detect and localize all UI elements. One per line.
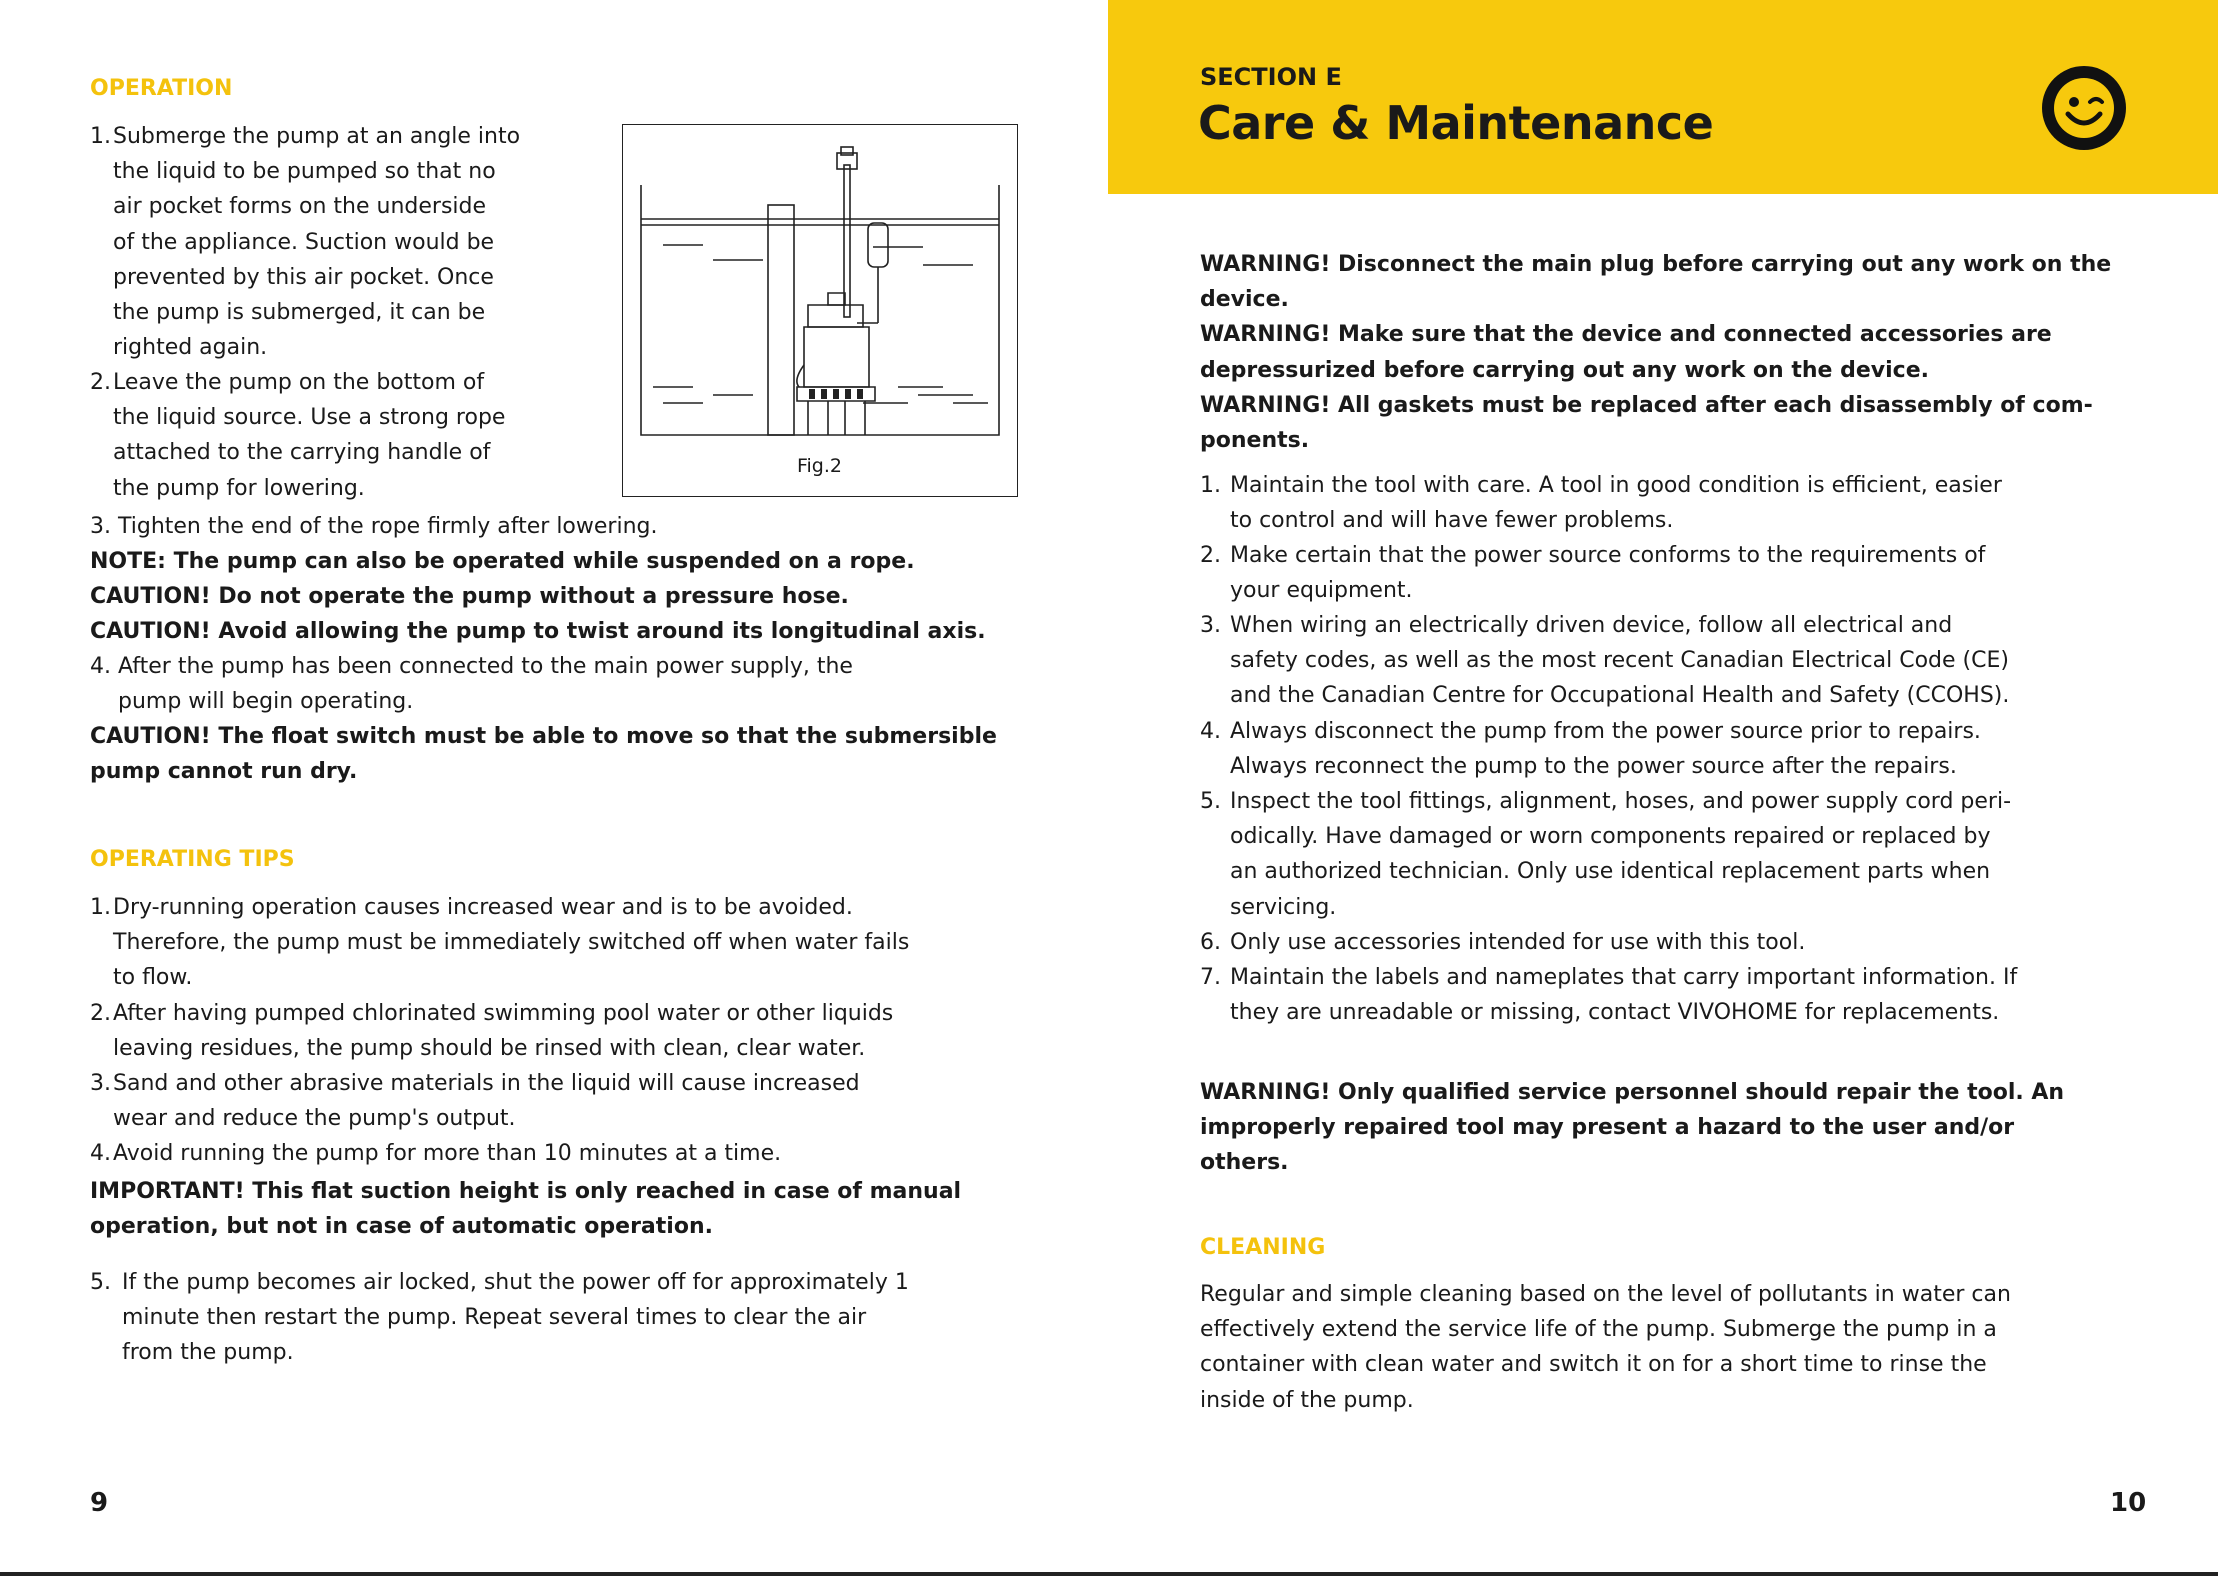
caution-pressure-hose: CAUTION! Do not operate the pump without a pressure hose. [90,584,849,609]
maintenance-item-3: 3. When wiring an electrically driven device, follow all electrical and safety codes, as well as the most recent Canadian Electrical Code (CE) and the Canadian Centre for Occupational Health and Safety (CCOHS). [1200,613,2010,709]
important-suction-height: IMPORTANT! This flat suction height is only reached in case of manual operation, but not in case of automatic operation. [90,1179,962,1240]
smiley-icon [2040,64,2128,152]
operation-item-3: 3. Tighten the end of the rope firmly after lowering. [90,514,658,539]
bottom-border [0,1572,2218,1576]
page-number-right: 10 [2110,1488,2147,1518]
page-number-left: 9 [90,1488,109,1518]
tips-item-2: 2. After having pumped chlorinated swimming pool water or other liquids leaving residues, the pump should be rinsed with clean, clear water. [90,1001,894,1062]
tips-item-5: 5. If the pump becomes air locked, shut the power off for approximately 1 minute then restart the pump. Repeat several times to clear the air from the pump. [90,1270,909,1366]
tips-item-4: 4. Avoid running the pump for more than 10 minutes at a time. [90,1141,782,1166]
tips-item-1: 1. Dry-running operation causes increased wear and is to be avoided. Therefore, the pump must be immediately switched off when water fails to flow. [90,895,910,991]
final-warning: WARNING! Only qualified service personnel should repair the tool. An improperly repaired tool may present a hazard to the user and/or others. [1200,1080,2065,1176]
maintenance-item-2: 2. Make certain that the power source conforms to the requirements of your equipment. [1200,543,1986,604]
caution-twist: CAUTION! Avoid allowing the pump to twist around its longitudinal axis. [90,619,986,644]
operating-tips-heading: OPERATING TIPS [90,847,295,872]
operation-item-1: 1. Submerge the pump at an angle into the liquid to be pumped so that no air pocket forms on the underside of the appliance. Suction would be prevented by this air pocket. Once the pump is submerged, it can be righted again. [90,124,521,361]
cleaning-paragraph: Regular and simple cleaning based on the level of pollutants in water can effectively extend the service life of the pump. Submerge the pump in a container with clean water and switch it on for a short time to rinse the inside of the pump. [1200,1282,2011,1413]
maintenance-item-4: 4. Always disconnect the pump from the power source prior to repairs. Always reconnect the pump to the power source after the repairs. [1200,719,1981,780]
caution-float-switch: CAUTION! The float switch must be able to move so that the submersible pump cannot run dry. [90,724,997,785]
maintenance-item-1: 1. Maintain the tool with care. A tool in good condition is efficient, easier to control and will have fewer problems. [1200,473,2002,534]
operation-item-4: 4. After the pump has been connected to the main power supply, the pump will begin operating. [90,654,853,715]
section-title: Care & Maintenance [1198,96,1714,150]
maintenance-item-5: 5. Inspect the tool fittings, alignment, hoses, and power supply cord peri- odically. Have damaged or worn components repaired or replaced by an authorized technician. Only use identical replacement parts when servicing. [1200,789,2012,920]
maintenance-item-7: 7. Maintain the labels and nameplates that carry important information. If they are unreadable or missing, contact VIVOHOME for replacements. [1200,965,2018,1026]
operation-heading: OPERATION [90,76,233,101]
cleaning-heading: CLEANING [1200,1235,1326,1260]
warnings-block: WARNING! Disconnect the main plug before carrying out any work on the device. WARNING! Make sure that the device and connected accessories are depressurized before carrying out any work on the device. WARNING! All gaskets must be replaced after each disassembly of com- ponents. [1200,252,2112,454]
maintenance-item-6: 6. Only use accessories intended for use with this tool. [1200,930,1806,955]
pump-diagram [623,125,1016,465]
figure-caption: Fig.2 [796,455,842,477]
tips-item-3: 3. Sand and other abrasive materials in the liquid will cause increased wear and reduce the pump's output. [90,1071,860,1132]
figure-2 [622,124,1018,497]
operation-item-2: 2. Leave the pump on the bottom of the liquid source. Use a strong rope attached to the carrying handle of the pump for lowering. [90,370,506,501]
section-label: SECTION E [1200,63,1342,91]
note-suspended: NOTE: The pump can also be operated while suspended on a rope. [90,549,915,574]
